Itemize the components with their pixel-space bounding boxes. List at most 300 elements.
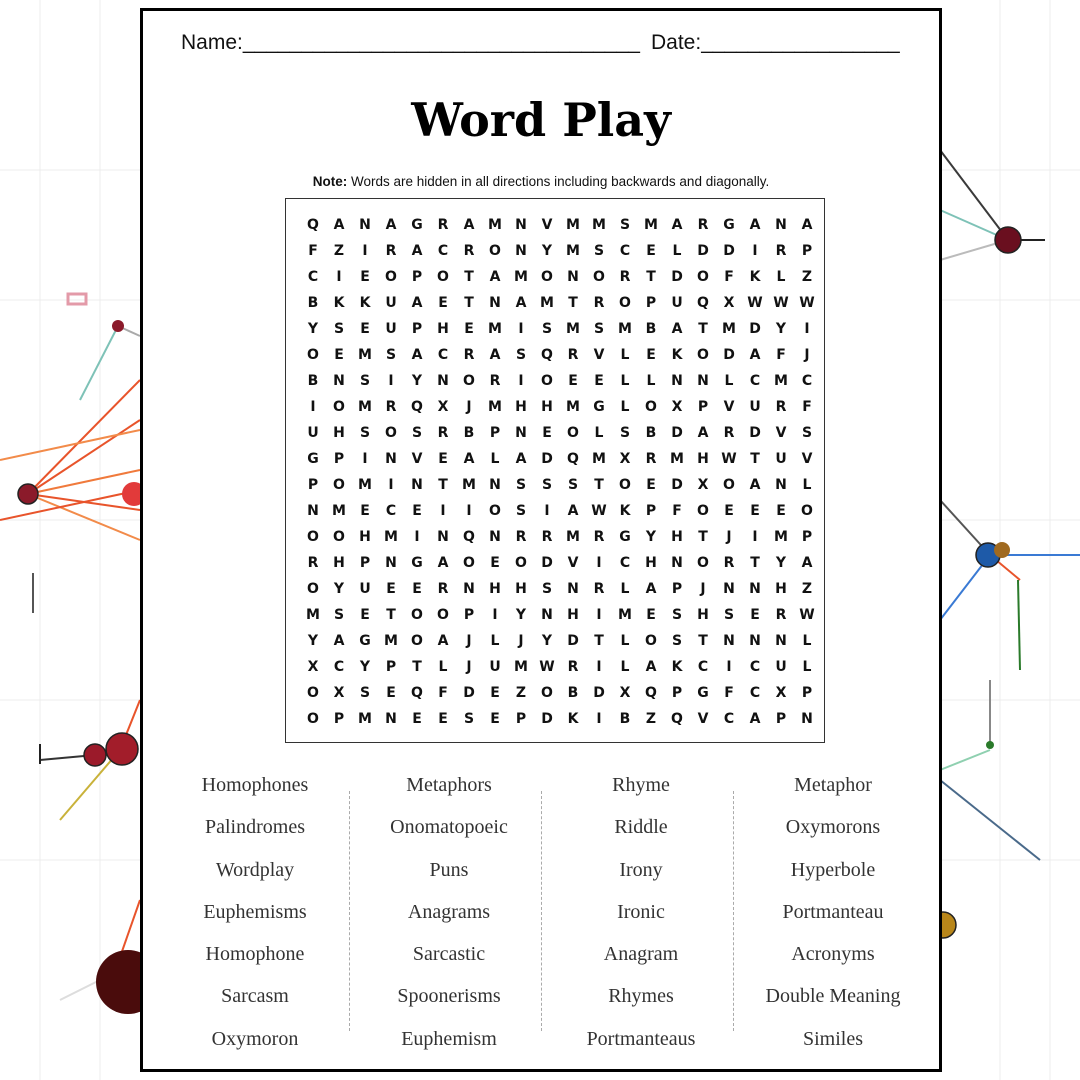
grid-cell[interactable]: C <box>307 269 319 285</box>
grid-cell[interactable]: X <box>671 399 683 415</box>
grid-cell[interactable]: H <box>437 321 449 337</box>
grid-cell[interactable]: O <box>541 269 553 285</box>
grid-cell[interactable]: L <box>724 373 734 389</box>
grid-cell[interactable]: T <box>386 607 396 623</box>
grid-cell[interactable]: E <box>334 347 344 363</box>
grid-cell[interactable]: O <box>437 607 449 623</box>
grid-cell[interactable]: W <box>591 503 607 519</box>
grid-cell[interactable]: B <box>567 685 579 701</box>
grid-cell[interactable]: A <box>749 477 761 493</box>
grid-cell[interactable]: C <box>619 243 631 259</box>
date-field[interactable]: Date:_________________ <box>651 31 900 54</box>
grid-cell[interactable]: H <box>541 399 553 415</box>
grid-cell[interactable]: B <box>645 425 657 441</box>
grid-cell[interactable]: N <box>671 373 683 389</box>
grid-cell[interactable]: E <box>490 685 500 701</box>
grid-cell[interactable]: O <box>697 269 709 285</box>
grid-cell[interactable]: A <box>801 555 813 571</box>
grid-cell[interactable]: N <box>411 477 423 493</box>
grid-cell[interactable]: R <box>775 607 787 623</box>
grid-cell[interactable]: S <box>385 347 397 363</box>
grid-cell[interactable]: A <box>437 555 449 571</box>
grid-cell[interactable]: I <box>362 451 368 467</box>
grid-cell[interactable]: P <box>359 555 371 571</box>
grid-cell[interactable]: E <box>750 503 760 519</box>
grid-cell[interactable]: E <box>438 711 448 727</box>
grid-cell[interactable]: V <box>723 399 735 415</box>
grid-cell[interactable]: S <box>515 477 527 493</box>
grid-cell[interactable]: Q <box>541 347 553 363</box>
grid-cell[interactable]: E <box>750 607 760 623</box>
grid-cell[interactable]: Y <box>359 659 371 675</box>
grid-cell[interactable]: R <box>593 581 605 597</box>
grid-cell[interactable]: O <box>697 555 709 571</box>
grid-cell[interactable]: E <box>412 503 422 519</box>
grid-cell[interactable]: C <box>437 243 449 259</box>
grid-cell[interactable]: T <box>568 295 578 311</box>
grid-cell[interactable]: S <box>541 477 553 493</box>
grid-cell[interactable]: O <box>489 243 501 259</box>
grid-cell[interactable]: M <box>774 529 788 545</box>
grid-cell[interactable]: V <box>541 217 553 233</box>
grid-cell[interactable]: R <box>593 295 605 311</box>
grid-cell[interactable]: D <box>463 685 475 701</box>
grid-cell[interactable]: A <box>411 295 423 311</box>
grid-cell[interactable]: S <box>671 633 683 649</box>
grid-cell[interactable]: M <box>592 217 606 233</box>
grid-cell[interactable]: E <box>464 321 474 337</box>
grid-cell[interactable]: F <box>776 347 786 363</box>
grid-cell[interactable]: P <box>411 321 423 337</box>
grid-cell[interactable]: S <box>619 425 631 441</box>
grid-cell[interactable]: N <box>437 529 449 545</box>
grid-cell[interactable]: Z <box>801 269 813 285</box>
grid-cell[interactable]: W <box>773 295 789 311</box>
grid-cell[interactable]: R <box>463 243 475 259</box>
grid-cell[interactable]: M <box>358 711 372 727</box>
grid-cell[interactable]: T <box>438 477 448 493</box>
grid-cell[interactable]: W <box>799 295 815 311</box>
grid-cell[interactable]: M <box>566 217 580 233</box>
grid-cell[interactable]: N <box>333 373 345 389</box>
grid-cell[interactable]: C <box>697 659 709 675</box>
grid-cell[interactable]: O <box>593 269 605 285</box>
grid-cell[interactable]: C <box>749 659 761 675</box>
grid-cell[interactable]: I <box>596 607 602 623</box>
grid-cell[interactable]: A <box>489 347 501 363</box>
grid-cell[interactable]: T <box>646 269 656 285</box>
grid-cell[interactable]: E <box>386 581 396 597</box>
grid-cell[interactable]: O <box>307 581 319 597</box>
grid-cell[interactable]: G <box>697 685 709 701</box>
grid-cell[interactable]: R <box>723 425 735 441</box>
grid-cell[interactable]: A <box>463 217 475 233</box>
grid-cell[interactable]: O <box>385 425 397 441</box>
grid-cell[interactable]: A <box>515 295 527 311</box>
grid-cell[interactable]: H <box>489 581 501 597</box>
grid-cell[interactable]: G <box>723 217 735 233</box>
grid-cell[interactable]: U <box>359 581 371 597</box>
grid-cell[interactable]: X <box>775 685 787 701</box>
grid-cell[interactable]: T <box>698 529 708 545</box>
grid-cell[interactable]: E <box>594 373 604 389</box>
grid-cell[interactable]: H <box>697 607 709 623</box>
grid-cell[interactable]: R <box>307 555 319 571</box>
grid-cell[interactable]: N <box>385 711 397 727</box>
grid-cell[interactable]: O <box>437 269 449 285</box>
grid-cell[interactable]: T <box>698 321 708 337</box>
grid-cell[interactable]: O <box>333 399 345 415</box>
grid-cell[interactable]: S <box>463 711 475 727</box>
grid-cell[interactable]: N <box>515 217 527 233</box>
grid-cell[interactable]: L <box>620 659 630 675</box>
grid-cell[interactable]: L <box>776 269 786 285</box>
grid-cell[interactable]: P <box>333 711 345 727</box>
grid-cell[interactable]: S <box>359 685 371 701</box>
grid-cell[interactable]: Y <box>541 243 553 259</box>
grid-cell[interactable]: R <box>385 243 397 259</box>
grid-cell[interactable]: D <box>671 477 683 493</box>
grid-cell[interactable]: E <box>490 555 500 571</box>
grid-cell[interactable]: K <box>749 269 761 285</box>
grid-cell[interactable]: Y <box>307 321 319 337</box>
grid-cell[interactable]: T <box>464 269 474 285</box>
grid-cell[interactable]: E <box>438 451 448 467</box>
grid-cell[interactable]: C <box>749 373 761 389</box>
grid-cell[interactable]: M <box>618 321 632 337</box>
grid-cell[interactable]: A <box>411 347 423 363</box>
grid-cell[interactable]: S <box>541 581 553 597</box>
grid-cell[interactable]: O <box>307 347 319 363</box>
grid-cell[interactable]: A <box>801 217 813 233</box>
grid-cell[interactable]: M <box>722 321 736 337</box>
grid-cell[interactable]: E <box>412 711 422 727</box>
grid-cell[interactable]: H <box>775 581 787 597</box>
grid-cell[interactable]: K <box>333 295 345 311</box>
grid-cell[interactable]: J <box>466 633 472 649</box>
grid-cell[interactable]: N <box>541 607 553 623</box>
grid-cell[interactable]: R <box>515 529 527 545</box>
grid-cell[interactable]: C <box>801 373 813 389</box>
grid-cell[interactable]: B <box>619 711 631 727</box>
grid-cell[interactable]: I <box>752 243 758 259</box>
grid-cell[interactable]: N <box>775 217 787 233</box>
grid-cell[interactable]: N <box>489 295 501 311</box>
grid-cell[interactable]: O <box>697 347 709 363</box>
grid-cell[interactable]: R <box>723 555 735 571</box>
grid-cell[interactable]: U <box>749 399 761 415</box>
grid-cell[interactable]: O <box>723 477 735 493</box>
grid-cell[interactable]: J <box>700 581 706 597</box>
grid-cell[interactable]: F <box>802 399 812 415</box>
grid-cell[interactable]: S <box>671 607 683 623</box>
grid-cell[interactable]: Y <box>775 555 787 571</box>
grid-cell[interactable]: V <box>801 451 813 467</box>
grid-cell[interactable]: G <box>411 555 423 571</box>
grid-cell[interactable]: N <box>489 529 501 545</box>
grid-cell[interactable]: W <box>721 451 737 467</box>
grid-cell[interactable]: V <box>775 425 787 441</box>
grid-cell[interactable]: E <box>646 477 656 493</box>
grid-cell[interactable]: G <box>307 451 319 467</box>
grid-cell[interactable]: O <box>489 503 501 519</box>
grid-cell[interactable]: Q <box>671 711 683 727</box>
grid-cell[interactable]: P <box>307 477 319 493</box>
grid-cell[interactable]: F <box>438 685 448 701</box>
grid-cell[interactable]: L <box>490 451 500 467</box>
grid-cell[interactable]: Q <box>645 685 657 701</box>
grid-cell[interactable]: Y <box>411 373 423 389</box>
grid-cell[interactable]: R <box>619 269 631 285</box>
grid-cell[interactable]: N <box>697 373 709 389</box>
grid-cell[interactable]: G <box>619 529 631 545</box>
grid-cell[interactable]: F <box>672 503 682 519</box>
grid-cell[interactable]: A <box>749 217 761 233</box>
grid-cell[interactable]: K <box>619 503 631 519</box>
grid-cell[interactable]: T <box>412 659 422 675</box>
grid-cell[interactable]: D <box>567 633 579 649</box>
grid-cell[interactable]: T <box>464 295 474 311</box>
grid-cell[interactable]: P <box>671 581 683 597</box>
grid-cell[interactable]: F <box>724 685 734 701</box>
grid-cell[interactable]: A <box>671 217 683 233</box>
grid-cell[interactable]: M <box>306 607 320 623</box>
grid-cell[interactable]: N <box>749 581 761 597</box>
grid-cell[interactable]: T <box>698 633 708 649</box>
grid-cell[interactable]: X <box>437 399 449 415</box>
grid-cell[interactable]: M <box>514 269 528 285</box>
grid-cell[interactable]: S <box>411 425 423 441</box>
grid-cell[interactable]: E <box>438 295 448 311</box>
grid-cell[interactable]: O <box>515 555 527 571</box>
grid-cell[interactable]: A <box>515 451 527 467</box>
grid-cell[interactable]: M <box>358 347 372 363</box>
grid-cell[interactable]: M <box>566 529 580 545</box>
grid-cell[interactable]: B <box>307 373 319 389</box>
grid-cell[interactable]: S <box>359 425 371 441</box>
grid-cell[interactable]: O <box>411 607 423 623</box>
grid-cell[interactable]: P <box>801 529 813 545</box>
grid-cell[interactable]: I <box>362 243 368 259</box>
grid-cell[interactable]: G <box>359 633 371 649</box>
grid-cell[interactable]: I <box>388 373 394 389</box>
grid-cell[interactable]: R <box>437 425 449 441</box>
grid-cell[interactable]: J <box>804 347 810 363</box>
grid-cell[interactable]: D <box>697 243 709 259</box>
grid-cell[interactable]: A <box>749 347 761 363</box>
grid-cell[interactable]: V <box>697 711 709 727</box>
grid-cell[interactable]: C <box>619 555 631 571</box>
grid-cell[interactable]: L <box>672 243 682 259</box>
grid-cell[interactable]: N <box>775 477 787 493</box>
grid-cell[interactable]: P <box>385 659 397 675</box>
grid-cell[interactable]: P <box>697 399 709 415</box>
grid-cell[interactable]: M <box>592 451 606 467</box>
grid-cell[interactable]: S <box>619 217 631 233</box>
grid-cell[interactable]: N <box>437 373 449 389</box>
grid-cell[interactable]: E <box>386 685 396 701</box>
grid-cell[interactable]: D <box>723 347 735 363</box>
grid-cell[interactable]: S <box>333 607 345 623</box>
grid-cell[interactable]: N <box>307 503 319 519</box>
grid-cell[interactable]: I <box>752 529 758 545</box>
grid-cell[interactable]: L <box>620 633 630 649</box>
grid-cell[interactable]: I <box>726 659 732 675</box>
grid-cell[interactable]: I <box>544 503 550 519</box>
grid-cell[interactable]: Q <box>307 217 319 233</box>
grid-cell[interactable]: A <box>749 711 761 727</box>
grid-cell[interactable]: T <box>594 477 604 493</box>
grid-cell[interactable]: C <box>749 685 761 701</box>
grid-cell[interactable]: M <box>358 477 372 493</box>
grid-cell[interactable]: Y <box>645 529 657 545</box>
grid-cell[interactable]: Q <box>463 529 475 545</box>
grid-cell[interactable]: L <box>620 399 630 415</box>
grid-cell[interactable]: D <box>671 425 683 441</box>
grid-cell[interactable]: R <box>541 529 553 545</box>
grid-cell[interactable]: H <box>567 607 579 623</box>
grid-cell[interactable]: P <box>515 711 527 727</box>
grid-cell[interactable]: J <box>726 529 732 545</box>
grid-cell[interactable]: Y <box>307 633 319 649</box>
grid-cell[interactable]: C <box>437 347 449 363</box>
grid-cell[interactable]: E <box>412 581 422 597</box>
grid-cell[interactable]: S <box>593 243 605 259</box>
grid-cell[interactable]: M <box>540 295 554 311</box>
grid-cell[interactable]: I <box>596 555 602 571</box>
grid-cell[interactable]: L <box>620 581 630 597</box>
grid-cell[interactable]: M <box>488 321 502 337</box>
grid-cell[interactable]: B <box>645 321 657 337</box>
grid-cell[interactable]: I <box>518 373 524 389</box>
grid-cell[interactable]: R <box>567 347 579 363</box>
grid-cell[interactable]: X <box>619 451 631 467</box>
grid-cell[interactable]: E <box>360 269 370 285</box>
grid-cell[interactable]: E <box>776 503 786 519</box>
grid-cell[interactable]: C <box>385 503 397 519</box>
grid-cell[interactable]: U <box>671 295 683 311</box>
grid-cell[interactable]: A <box>697 425 709 441</box>
grid-cell[interactable]: U <box>385 295 397 311</box>
grid-cell[interactable]: P <box>775 711 787 727</box>
word-search-grid[interactable] <box>285 198 825 743</box>
grid-cell[interactable]: M <box>358 399 372 415</box>
grid-cell[interactable]: K <box>671 347 683 363</box>
grid-cell[interactable]: O <box>385 269 397 285</box>
grid-cell[interactable]: X <box>723 295 735 311</box>
grid-cell[interactable]: M <box>332 503 346 519</box>
grid-cell[interactable]: Q <box>567 451 579 467</box>
grid-cell[interactable]: A <box>463 451 475 467</box>
grid-cell[interactable]: N <box>567 269 579 285</box>
grid-cell[interactable]: O <box>307 711 319 727</box>
grid-cell[interactable]: A <box>385 217 397 233</box>
grid-cell[interactable]: Y <box>775 321 787 337</box>
grid-cell[interactable]: A <box>645 581 657 597</box>
grid-cell[interactable]: R <box>437 217 449 233</box>
grid-cell[interactable]: N <box>775 633 787 649</box>
grid-cell[interactable]: M <box>488 217 502 233</box>
grid-cell[interactable]: L <box>620 347 630 363</box>
grid-cell[interactable]: M <box>462 477 476 493</box>
grid-cell[interactable]: D <box>749 425 761 441</box>
grid-cell[interactable]: Q <box>411 685 423 701</box>
grid-cell[interactable]: H <box>359 529 371 545</box>
grid-cell[interactable]: M <box>566 243 580 259</box>
grid-cell[interactable]: I <box>440 503 446 519</box>
grid-cell[interactable]: N <box>567 581 579 597</box>
grid-cell[interactable]: D <box>541 711 553 727</box>
grid-cell[interactable]: L <box>594 425 604 441</box>
grid-cell[interactable]: R <box>775 243 787 259</box>
grid-cell[interactable]: R <box>463 347 475 363</box>
grid-cell[interactable]: N <box>515 243 527 259</box>
grid-cell[interactable]: M <box>488 399 502 415</box>
grid-cell[interactable]: P <box>645 295 657 311</box>
grid-cell[interactable]: L <box>802 633 812 649</box>
grid-cell[interactable]: M <box>514 659 528 675</box>
grid-cell[interactable]: H <box>515 581 527 597</box>
grid-cell[interactable]: X <box>333 685 345 701</box>
grid-cell[interactable]: R <box>385 399 397 415</box>
grid-cell[interactable]: P <box>411 269 423 285</box>
grid-cell[interactable]: N <box>671 555 683 571</box>
grid-cell[interactable]: U <box>385 321 397 337</box>
grid-cell[interactable]: X <box>697 477 709 493</box>
grid-cell[interactable]: S <box>515 503 527 519</box>
grid-cell[interactable]: B <box>307 295 319 311</box>
grid-cell[interactable]: O <box>463 555 475 571</box>
grid-cell[interactable]: R <box>775 399 787 415</box>
grid-cell[interactable]: E <box>646 243 656 259</box>
grid-cell[interactable]: O <box>645 399 657 415</box>
grid-cell[interactable]: P <box>671 685 683 701</box>
grid-cell[interactable]: M <box>384 529 398 545</box>
grid-cell[interactable]: R <box>567 659 579 675</box>
grid-cell[interactable]: S <box>333 321 345 337</box>
grid-cell[interactable]: P <box>645 503 657 519</box>
grid-cell[interactable]: M <box>566 321 580 337</box>
grid-cell[interactable]: C <box>333 659 345 675</box>
grid-cell[interactable]: I <box>596 659 602 675</box>
grid-cell[interactable]: I <box>596 711 602 727</box>
grid-cell[interactable]: N <box>515 425 527 441</box>
grid-cell[interactable]: O <box>333 477 345 493</box>
grid-cell[interactable]: D <box>749 321 761 337</box>
grid-cell[interactable]: S <box>567 477 579 493</box>
grid-cell[interactable]: M <box>618 607 632 623</box>
grid-cell[interactable]: X <box>307 659 319 675</box>
grid-cell[interactable]: U <box>775 451 787 467</box>
grid-cell[interactable]: E <box>646 607 656 623</box>
grid-cell[interactable]: A <box>437 633 449 649</box>
grid-cell[interactable]: H <box>645 555 657 571</box>
grid-cell[interactable]: L <box>646 373 656 389</box>
grid-cell[interactable]: X <box>619 685 631 701</box>
grid-cell[interactable]: E <box>490 711 500 727</box>
grid-cell[interactable]: S <box>515 347 527 363</box>
grid-cell[interactable]: I <box>466 503 472 519</box>
grid-cell[interactable]: T <box>750 555 760 571</box>
grid-cell[interactable]: Q <box>411 399 423 415</box>
grid-cell[interactable]: K <box>671 659 683 675</box>
grid-cell[interactable]: P <box>333 451 345 467</box>
grid-cell[interactable]: R <box>645 451 657 467</box>
grid-cell[interactable]: O <box>541 685 553 701</box>
grid-cell[interactable]: S <box>541 321 553 337</box>
grid-cell[interactable]: V <box>567 555 579 571</box>
grid-cell[interactable]: O <box>801 503 813 519</box>
